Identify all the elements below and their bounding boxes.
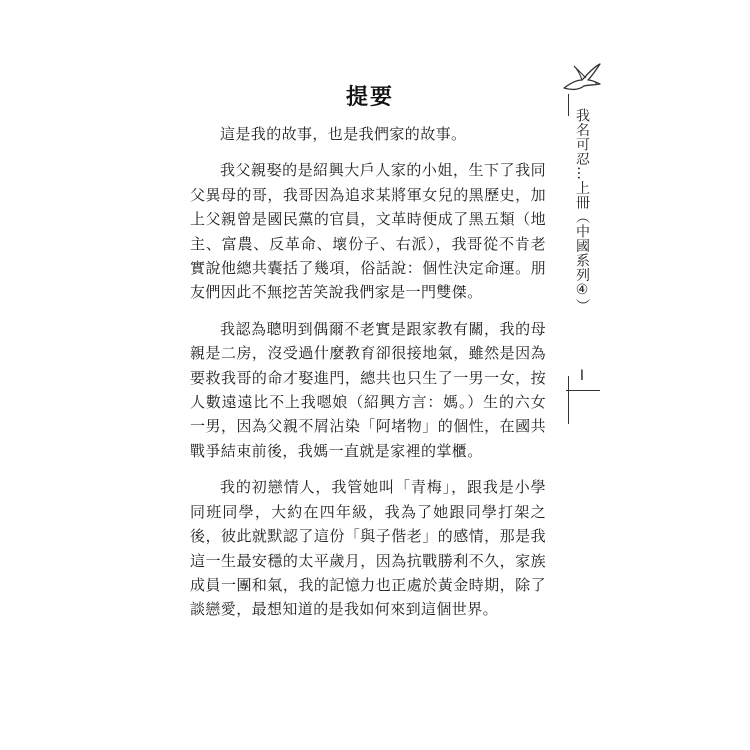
page-number: I: [579, 368, 585, 384]
page-title: 提要: [345, 85, 394, 110]
paragraph-1: 這是我的故事，也是我們家的故事。: [220, 125, 467, 143]
divider-line: [568, 376, 569, 424]
running-header: [560, 58, 604, 418]
paragraph-2: 我父親娶的是紹興大戶人家的小姐，生下了我同父異母的哥，我哥因為追求某將軍女兒的黑歷史，加上父親曾是國民黨的官員，文革時便成了黑五類（地主、富農、反革命、壞份子、右派），我哥從不肯老實說他總共囊括了幾項，俗話說：個性決定命運。朋友們因此不無挖苦笑說我們家是一門雙傑。: [190, 161, 546, 302]
paragraph-3: 我認為聰明到偶爾不老實是跟家教有關，我的母親是二房，沒受過什麼教育卻很接地氣，雖然是因為要救我哥的命才娶進門，總共也只生了一男一女，按人數遠遠比不上我嗯娘（紹興方言：媽。）生的六女一男，因為父親不屑沾染「阿堵物」的個性，在國共戰爭結束前後，我媽一直就是家裡的掌櫃。: [190, 319, 546, 460]
divider-line: [568, 94, 569, 116]
running-header-title: 我名可忍…上冊（中國系列④）: [574, 108, 590, 313]
paragraph-4: 我的初戀情人，我管她叫「青梅」，跟我是小學同班同學，大約在四年級，我為了她跟同學打架之後，彼此就默認了這份「與子偕老」的感情，那是我這一生最安穩的太平歲月，因為抗戰勝利不久，家族成員一團和氣，我的記憶力也正處於黃金時期，除了談戀愛，最想知道的是我如何來到這個世界。: [190, 478, 546, 619]
bird-icon: [560, 58, 604, 102]
page-number-rule: [566, 390, 600, 391]
body-text: [190, 122, 546, 634]
